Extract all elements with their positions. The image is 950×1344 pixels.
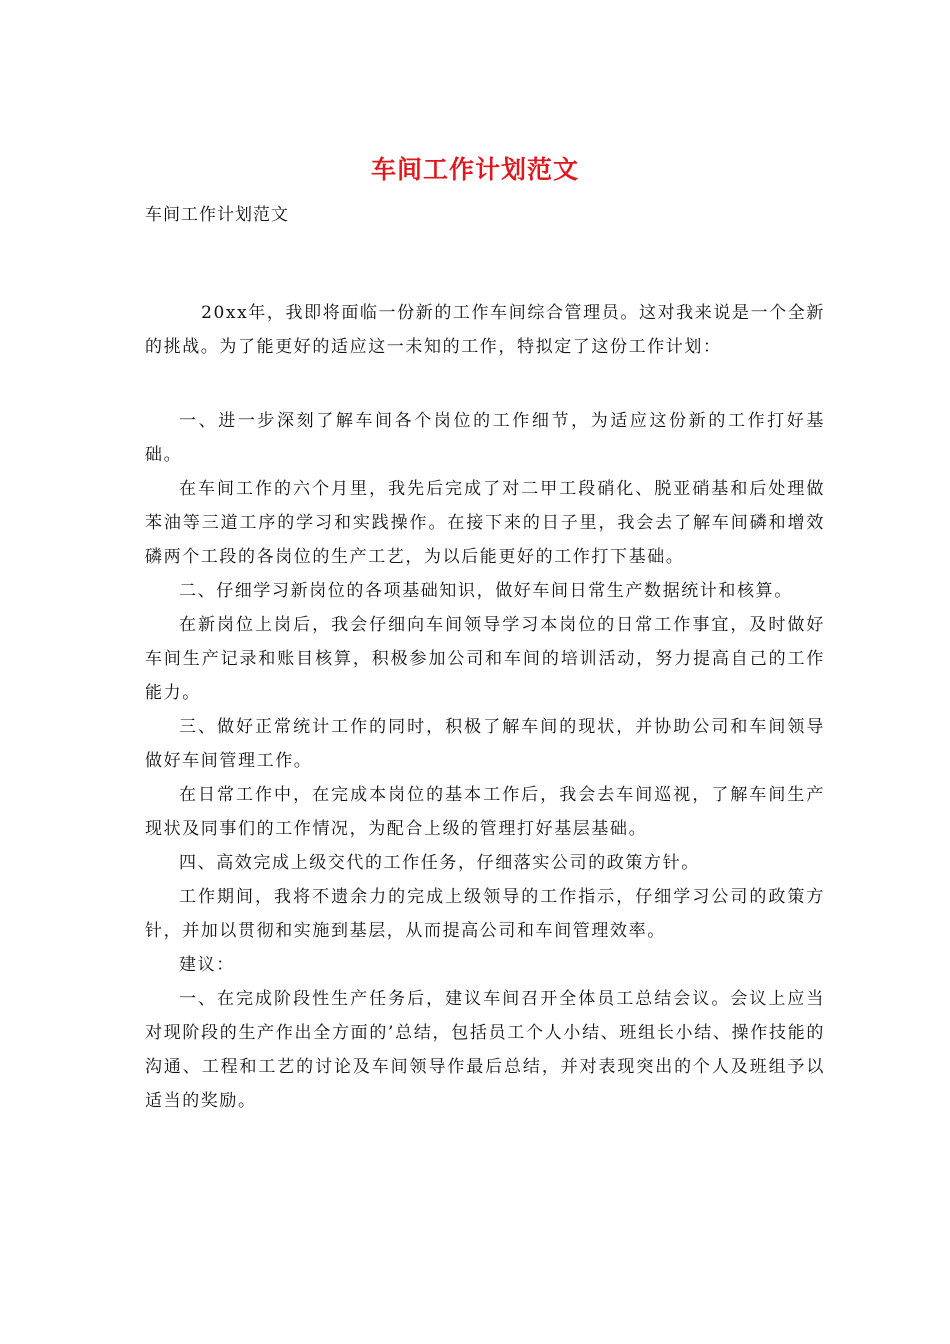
paragraph-body-3: 在日常工作中，在完成本岗位的基本工作后，我会去车间巡视，了解车间生产现状及同事们的工作情况，为配合上级的管理打好基层基础。 xyxy=(145,785,825,839)
paragraph-heading-4: 四、高效完成上级交代的工作任务，仔细落实公司的政策方针。 xyxy=(179,853,700,873)
paragraph-body-2: 在新岗位上岗后，我会仔细向车间领导学习本岗位的日常工作事宜，及时做好车间生产记录和账目核算，积极参加公司和车间的培训活动，努力提高自己的工作能力。 xyxy=(145,615,825,703)
paragraph-heading-2: 二、仔细学习新岗位的各项基础知识，做好车间日常生产数据统计和核算。 xyxy=(179,581,793,601)
paragraph-suggestion-1: 一、在完成阶段性生产任务后，建议车间召开全体员工总结会议。会议上应当对现阶段的生产作出全方面的’总结，包括员工个人小结、班组长小结、操作技能的沟通、工程和工艺的讨论及车间领导作最后总结，并对表现突出的个人及班组予以适当的奖励。 xyxy=(145,989,825,1111)
paragraph-gap xyxy=(145,364,825,404)
paragraph-body-4: 工作期间，我将不遗余力的完成上级领导的工作指示，仔细学习公司的政策方针，并加以贯彻和实施到基层，从而提高公司和车间管理效率。 xyxy=(145,887,825,941)
document-body xyxy=(145,296,825,1118)
paragraph-suggestion-label: 建议： xyxy=(179,955,235,975)
paragraph-body-1: 在车间工作的六个月里，我先后完成了对二甲工段硝化、脱亚硝基和后处理做苯油等三道工序的学习和实践操作。在接下来的日子里，我会去了解车间磷和增效磷两个工段的各岗位的生产工艺，为以后能更好的工作打下基础。 xyxy=(145,479,825,567)
paragraph-heading-3: 三、做好正常统计工作的同时，积极了解车间的现状，并协助公司和车间领导做好车间管理工作。 xyxy=(145,717,825,771)
paragraph-intro: 20xx年，我即将面临一份新的工作车间综合管理员。这对我来说是一个全新的挑战。为了能更好的适应这一未知的工作，特拟定了这份工作计划： xyxy=(145,303,825,357)
document-subtitle: 车间工作计划范文 xyxy=(145,205,289,225)
paragraph-heading-1: 一、进一步深刻了解车间各个岗位的工作细节，为适应这份新的工作打好基础。 xyxy=(145,411,825,465)
document-title: 车间工作计划范文 xyxy=(370,155,579,184)
